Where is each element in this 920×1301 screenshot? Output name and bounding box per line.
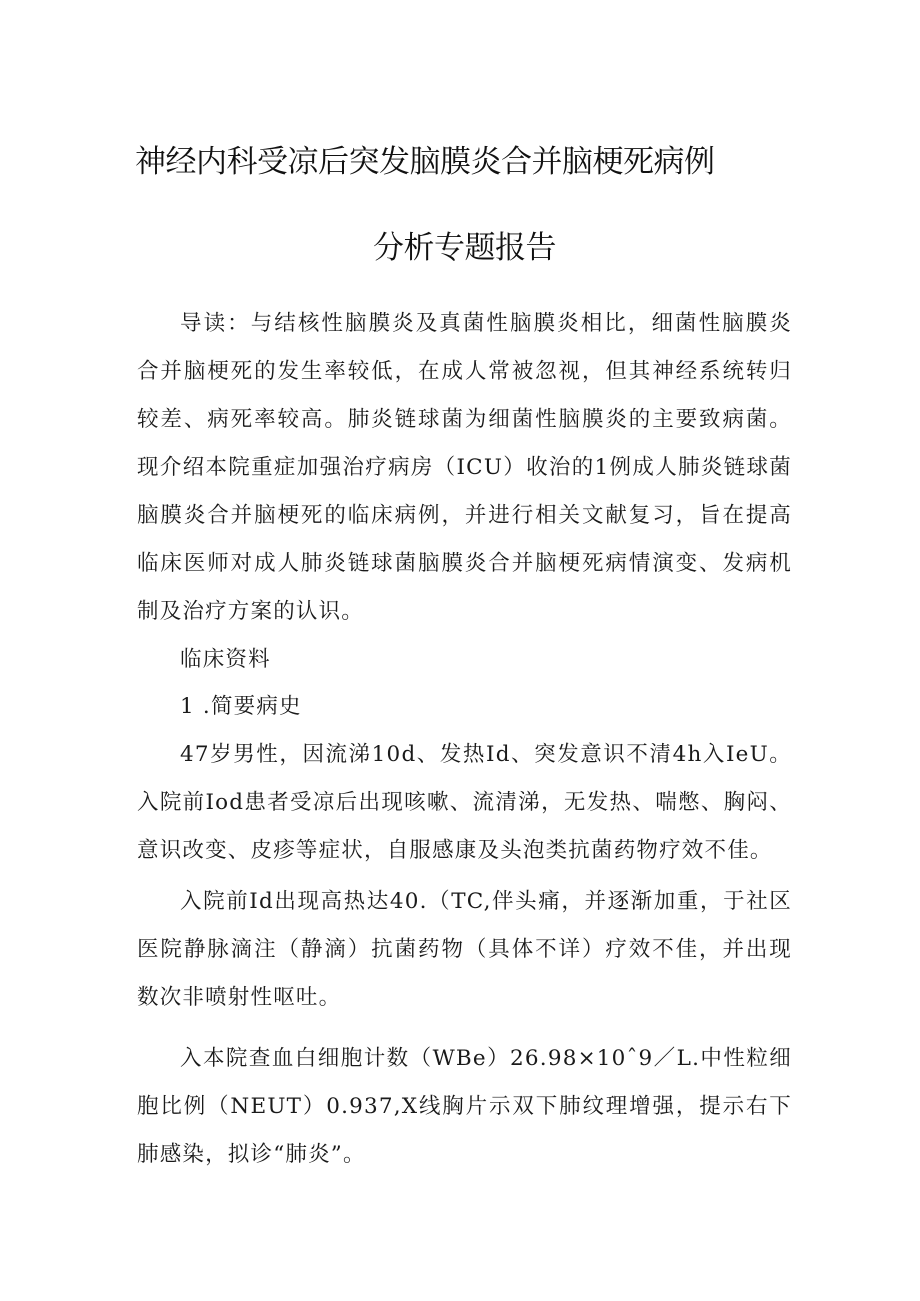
history-paragraph-2: 入院前Id出现高热达40.（TC,伴头痛，并逐渐加重，于社区医院静脉滴注（静滴）抗菌药物（具体不详）疗效不佳，并出现数次非喷射性呕吐。 [137, 889, 792, 1010]
history-paragraph-3: 入本院查血白细胞计数（WBe）26.98×10ˆ9／L.中性粒细胞比例（NEUT）0.937,X线胸片示双下肺纹理增强，提示右下肺感染，拟诊“肺炎”。 [137, 1046, 792, 1167]
section-heading-clinical: 临床资料 [180, 647, 271, 672]
document-title-line1: 神经内科受凉后突发脑膜炎合并脑梗死病例 [135, 144, 715, 180]
document-title-line2: 分析专题报告 [373, 230, 556, 266]
history-paragraph-1: 47岁男性，因流涕10d、发热Id、突发意识不清4h入IeU。入院前Iod患者受凉后出现咳嗽、流清涕，无发热、喘憋、胸闷、意识改变、皮疹等症状，自服感康及头泡类抗菌药物疗效不佳。 [137, 742, 792, 863]
intro-paragraph: 导读：与结核性脑膜炎及真菌性脑膜炎相比，细菌性脑膜炎合并脑梗死的发生率较低，在成人常被忽视，但其神经系统转归较差、病死率较高。肺炎链球菌为细菌性脑膜炎的主要致病菌。现介绍本院重症加强治疗病房（ICU）收治的1例成人肺炎链球菌脑膜炎合并脑梗死的临床病例，并进行相关文献复习，旨在提高临床医师对成人肺炎链球菌脑膜炎合并脑梗死病情演变、发病机制及治疗方案的认识。 [137, 311, 792, 624]
section-heading-history: 1 .简要病史 [180, 694, 302, 719]
